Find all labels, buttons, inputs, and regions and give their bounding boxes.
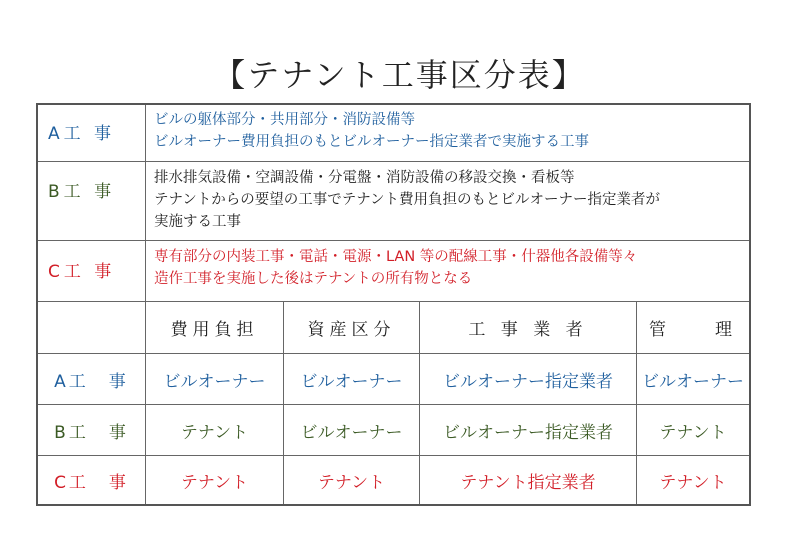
- header-asset-class: 資産区分: [284, 302, 420, 353]
- table-cell: ビルオーナー: [284, 354, 420, 404]
- description-line: ビルの躯体部分・共用部分・消防設備等: [154, 112, 415, 128]
- row-label-c: C工 事: [48, 262, 116, 282]
- matrix-label-b: B工 事: [38, 405, 146, 455]
- table-cell: テナント: [659, 422, 727, 443]
- description-c: [146, 241, 749, 301]
- matrix-corner-cell: [38, 302, 146, 353]
- description-line: ビルオーナー費用負担のもとビルオーナー指定業者で実施する工事: [154, 134, 589, 150]
- table-cell: ビルオーナー: [642, 371, 744, 392]
- matrix-header-row: [38, 302, 749, 354]
- description-line: テナントからの要望の工事でテナント費用負担のもとビルオーナー指定業者が: [154, 192, 661, 208]
- matrix-label-c: C工 事: [38, 456, 146, 504]
- description-row-a: [38, 105, 749, 162]
- matrix-row-b: [38, 405, 749, 456]
- table-cell: ビルオーナー指定業者: [420, 405, 637, 455]
- description-row-c: [38, 241, 749, 302]
- table-cell: ビルオーナー指定業者: [420, 354, 637, 404]
- table-cell: テナント: [146, 456, 284, 504]
- table-cell: テナント指定業者: [420, 456, 637, 504]
- header-contractor: 工 事 業 者: [420, 302, 637, 353]
- description-row-b: [38, 162, 749, 241]
- description-line: 排水排気設備・空調設備・分電盤・消防設備の移設交換・看板等: [154, 170, 575, 186]
- table-cell: ビルオーナー: [146, 354, 284, 404]
- header-management: 管 理: [649, 320, 737, 340]
- table-cell: テナント: [659, 472, 727, 493]
- table-cell: テナント: [284, 456, 420, 504]
- description-b: [146, 162, 749, 240]
- description-line: 専有部分の内装工事・電話・電源・LAN 等の配線工事・什器他各設備等々: [154, 249, 638, 265]
- matrix-row-a: [38, 354, 749, 405]
- work-classification-table: [36, 103, 751, 506]
- description-line: 実施する工事: [154, 214, 241, 230]
- matrix-row-c: [38, 456, 749, 504]
- row-label-b: B工 事: [48, 182, 116, 202]
- table-cell: ビルオーナー: [284, 405, 420, 455]
- description-line: 造作工事を実施した後はテナントの所有物となる: [154, 271, 473, 287]
- matrix-label-a: A工 事: [38, 354, 146, 404]
- row-label-a: A工 事: [48, 124, 116, 144]
- table-cell: テナント: [146, 405, 284, 455]
- description-a: [146, 105, 749, 161]
- page-title: 【テナント工事区分表】: [213, 56, 586, 94]
- header-cost-burden: 費用負担: [146, 302, 284, 353]
